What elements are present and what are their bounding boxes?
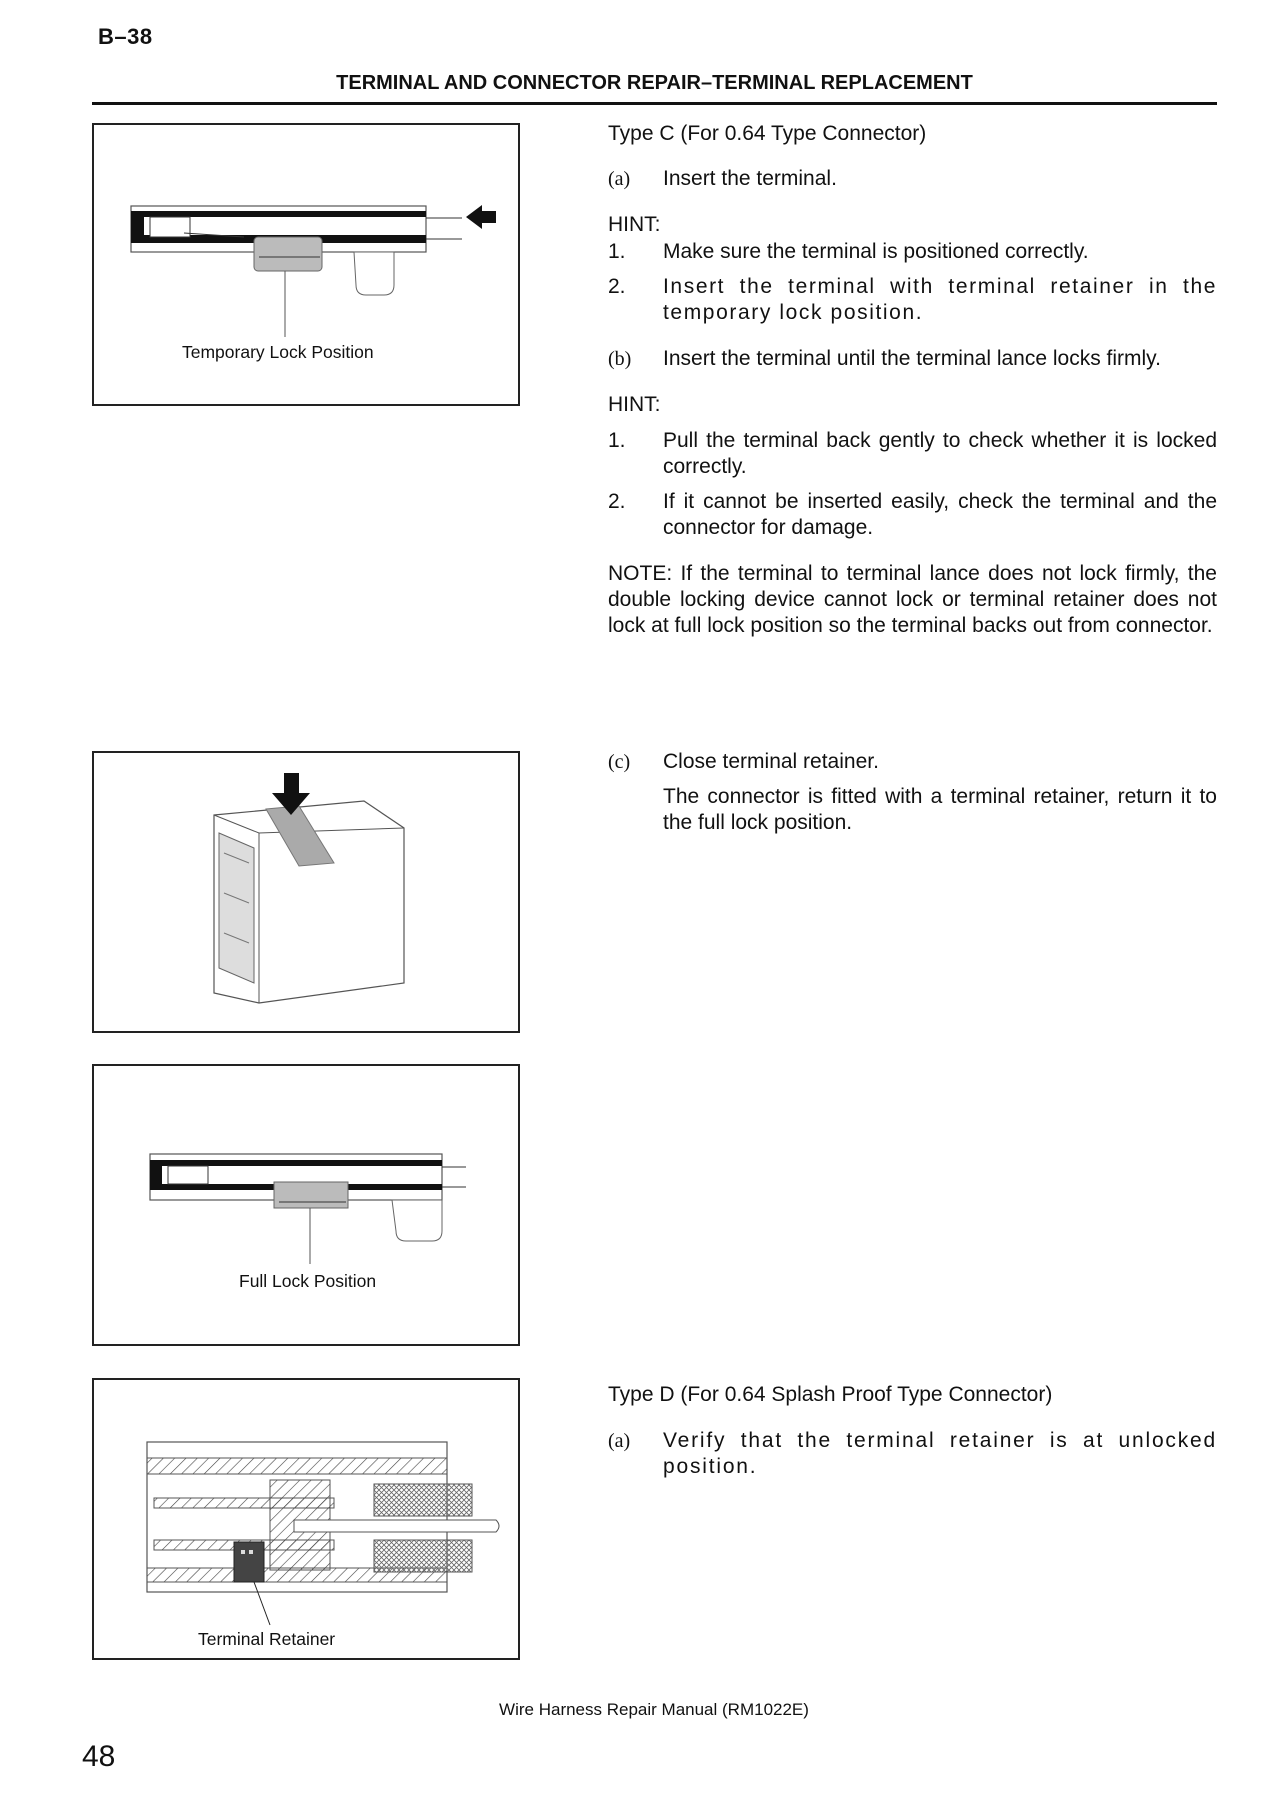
step-b-text: Insert the terminal until the terminal lance locks firmly. (663, 347, 1161, 370)
step-c-marker: (c) (608, 751, 631, 773)
step-c-detail: The connector is fitted with a terminal retainer, return it to the full lock position. (663, 785, 1217, 834)
figure-close-retainer (92, 751, 520, 1033)
note-paragraph: NOTE: If the terminal to terminal lance does not lock firmly, the double locking device cannot lock or terminal retainer does not lock at full lock position so the terminal backs out from connector. (608, 562, 1217, 637)
step-b-marker: (b) (608, 348, 632, 370)
terminal-cross-section-full-lock-icon (94, 1066, 518, 1344)
type-c-heading: Type C (For 0.64 Type Connector) (608, 122, 927, 145)
page-title: TERMINAL AND CONNECTOR REPAIR–TERMINAL REPLACEMENT (336, 72, 973, 94)
header-rule (92, 102, 1217, 105)
figure-label-terminal-retainer: Terminal Retainer (198, 1629, 336, 1649)
hint-item-number: 2. (608, 275, 626, 298)
figure-full-lock (92, 1064, 520, 1346)
hint-item-number: 1. (608, 429, 626, 452)
type-d-step-a-text: Verify that the terminal retainer is at unlocked position. (663, 1429, 1217, 1478)
hint-label: HINT: (608, 213, 661, 236)
figure-temporary-lock (92, 123, 520, 406)
manual-footer: Wire Harness Repair Manual (RM1022E) (499, 1700, 809, 1719)
hint-item-text: If it cannot be inserted easily, check the terminal and the connector for damage. (663, 490, 1217, 539)
splash-proof-connector-cross-section-icon (94, 1380, 518, 1658)
type-d-heading: Type D (For 0.64 Splash Proof Type Connector) (608, 1383, 1053, 1406)
hint-label: HINT: (608, 393, 661, 416)
step-c-text: Close terminal retainer. (663, 750, 879, 773)
figure-terminal-retainer (92, 1378, 520, 1660)
figure-label-full-lock: Full Lock Position (239, 1271, 377, 1291)
section-code: B–38 (98, 24, 153, 49)
step-a-marker: (a) (608, 168, 631, 190)
hint-item-text: Pull the terminal back gently to check whether it is locked correctly. (663, 429, 1217, 478)
figure-label-temporary-lock: Temporary Lock Position (182, 342, 374, 362)
step-a-text: Insert the terminal. (663, 167, 837, 190)
connector-retainer-press-down-icon (94, 753, 518, 1031)
hint-item-number: 2. (608, 490, 626, 513)
page-number: 48 (82, 1740, 116, 1773)
hint-item-text: Make sure the terminal is positioned correctly. (663, 240, 1089, 263)
type-d-step-a-marker: (a) (608, 1430, 631, 1452)
hint-item-number: 1. (608, 240, 626, 263)
hint-item-text: Insert the terminal with terminal retainer in the temporary lock position. (663, 275, 1217, 324)
